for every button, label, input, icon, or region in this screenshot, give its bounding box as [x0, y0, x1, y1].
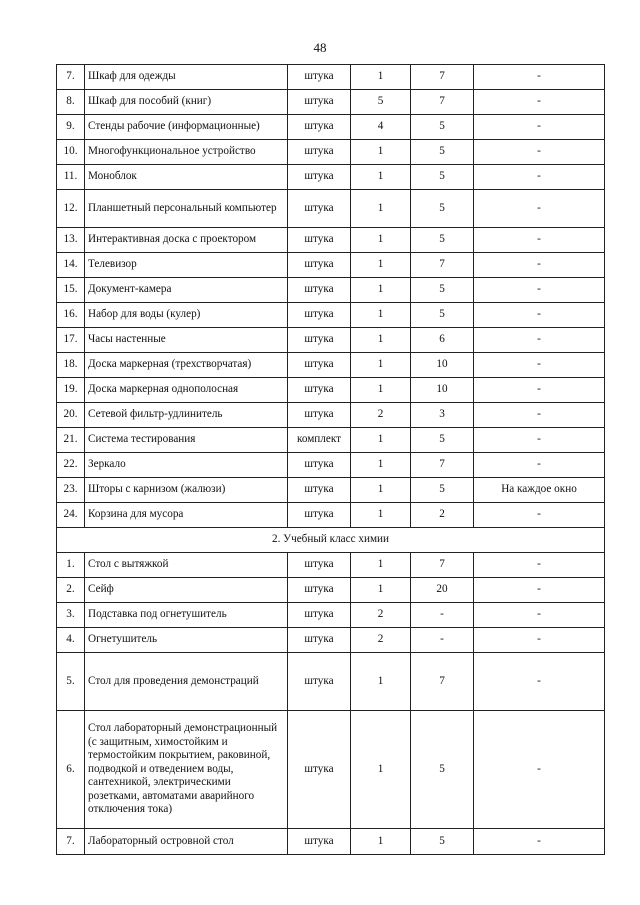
- item-name: Сейф: [85, 578, 288, 603]
- item-service-life: 5: [411, 303, 474, 328]
- item-note: На каждое окно: [474, 478, 605, 503]
- item-service-life: 5: [411, 478, 474, 503]
- item-unit: штука: [288, 90, 351, 115]
- table-row: [57, 578, 605, 603]
- item-unit: штука: [288, 403, 351, 428]
- item-unit: штука: [288, 253, 351, 278]
- item-note: -: [474, 115, 605, 140]
- equipment-table: [56, 64, 605, 855]
- item-quantity: 1: [351, 253, 411, 278]
- item-quantity: 1: [351, 711, 411, 829]
- item-quantity: 1: [351, 653, 411, 711]
- item-quantity: 2: [351, 603, 411, 628]
- item-quantity: 2: [351, 403, 411, 428]
- item-quantity: 1: [351, 228, 411, 253]
- row-number: 3.: [57, 603, 85, 628]
- item-service-life: 7: [411, 90, 474, 115]
- item-name: Стол лабораторный демонстрационный (с защитным, химостойким и термостойким покрытием, раковиной, подводкой и отведением воды, сантехникой, электрическими розетками, автоматами аварийного отключения тока): [85, 711, 288, 829]
- item-unit: штука: [288, 353, 351, 378]
- item-service-life: 5: [411, 829, 474, 855]
- item-note: -: [474, 165, 605, 190]
- item-unit: штука: [288, 115, 351, 140]
- item-note: -: [474, 190, 605, 228]
- item-note: -: [474, 90, 605, 115]
- section-title: 2. Учебный класс химии: [57, 528, 605, 553]
- item-name: Набор для воды (кулер): [85, 303, 288, 328]
- item-name: Система тестирования: [85, 428, 288, 453]
- item-service-life: 5: [411, 228, 474, 253]
- row-number: 13.: [57, 228, 85, 253]
- item-quantity: 1: [351, 328, 411, 353]
- item-note: -: [474, 140, 605, 165]
- table-row: [57, 378, 605, 403]
- item-unit: штука: [288, 65, 351, 90]
- item-quantity: 1: [351, 303, 411, 328]
- item-unit: штука: [288, 603, 351, 628]
- item-service-life: 3: [411, 403, 474, 428]
- table-row: [57, 653, 605, 711]
- item-quantity: 1: [351, 503, 411, 528]
- item-note: -: [474, 278, 605, 303]
- item-unit: штука: [288, 303, 351, 328]
- row-number: 11.: [57, 165, 85, 190]
- item-note: -: [474, 578, 605, 603]
- item-name: Шкаф для одежды: [85, 65, 288, 90]
- item-quantity: 1: [351, 553, 411, 578]
- item-name: Шкаф для пособий (книг): [85, 90, 288, 115]
- table-row: [57, 829, 605, 855]
- item-unit: штука: [288, 653, 351, 711]
- item-service-life: 5: [411, 115, 474, 140]
- item-service-life: 7: [411, 65, 474, 90]
- item-unit: штука: [288, 503, 351, 528]
- row-number: 7.: [57, 829, 85, 855]
- item-name: Часы настенные: [85, 328, 288, 353]
- item-unit: штука: [288, 165, 351, 190]
- table-row: [57, 140, 605, 165]
- item-quantity: 1: [351, 478, 411, 503]
- item-note: -: [474, 378, 605, 403]
- item-quantity: 2: [351, 628, 411, 653]
- table-row: [57, 190, 605, 228]
- item-unit: штука: [288, 378, 351, 403]
- item-quantity: 1: [351, 578, 411, 603]
- item-name: Интерактивная доска с проектором: [85, 228, 288, 253]
- item-service-life: -: [411, 603, 474, 628]
- item-note: -: [474, 65, 605, 90]
- item-name: Планшетный персональный компьютер: [85, 190, 288, 228]
- row-number: 19.: [57, 378, 85, 403]
- item-name: Шторы с карнизом (жалюзи): [85, 478, 288, 503]
- row-number: 4.: [57, 628, 85, 653]
- item-note: -: [474, 829, 605, 855]
- item-note: -: [474, 453, 605, 478]
- row-number: 24.: [57, 503, 85, 528]
- row-number: 10.: [57, 140, 85, 165]
- item-name: Огнетушитель: [85, 628, 288, 653]
- item-note: -: [474, 328, 605, 353]
- row-number: 1.: [57, 553, 85, 578]
- row-number: 5.: [57, 653, 85, 711]
- item-service-life: 5: [411, 140, 474, 165]
- item-service-life: 2: [411, 503, 474, 528]
- item-name: Телевизор: [85, 253, 288, 278]
- row-number: 2.: [57, 578, 85, 603]
- table-row: [57, 403, 605, 428]
- row-number: 8.: [57, 90, 85, 115]
- item-note: -: [474, 403, 605, 428]
- item-name: Документ-камера: [85, 278, 288, 303]
- table-row: [57, 428, 605, 453]
- item-note: -: [474, 303, 605, 328]
- row-number: 6.: [57, 711, 85, 829]
- item-note: -: [474, 603, 605, 628]
- item-service-life: 5: [411, 711, 474, 829]
- row-number: 14.: [57, 253, 85, 278]
- item-quantity: 1: [351, 353, 411, 378]
- item-quantity: 1: [351, 428, 411, 453]
- table-row: [57, 503, 605, 528]
- item-name: Корзина для мусора: [85, 503, 288, 528]
- item-unit: штука: [288, 478, 351, 503]
- item-unit: штука: [288, 553, 351, 578]
- item-unit: штука: [288, 578, 351, 603]
- item-name: Зеркало: [85, 453, 288, 478]
- table-row: [57, 65, 605, 90]
- table-row: [57, 328, 605, 353]
- item-unit: штука: [288, 711, 351, 829]
- item-service-life: 7: [411, 253, 474, 278]
- item-name: Доска маркерная однополосная: [85, 378, 288, 403]
- item-note: -: [474, 628, 605, 653]
- table-row: [57, 628, 605, 653]
- item-unit: штука: [288, 829, 351, 855]
- item-service-life: 5: [411, 190, 474, 228]
- table-row: [57, 353, 605, 378]
- item-quantity: 1: [351, 140, 411, 165]
- item-name: Подставка под огнетушитель: [85, 603, 288, 628]
- item-name: Стол для проведения демонстраций: [85, 653, 288, 711]
- item-quantity: 1: [351, 453, 411, 478]
- item-service-life: 7: [411, 653, 474, 711]
- item-quantity: 1: [351, 65, 411, 90]
- item-unit: штука: [288, 628, 351, 653]
- table-body-chemistry: [57, 553, 605, 855]
- page-number: 48: [313, 40, 327, 55]
- table-section-header: [57, 528, 605, 553]
- item-name: Многофункциональное устройство: [85, 140, 288, 165]
- item-quantity: 1: [351, 165, 411, 190]
- item-unit: штука: [288, 140, 351, 165]
- item-note: -: [474, 711, 605, 829]
- table-row: [57, 478, 605, 503]
- item-note: -: [474, 503, 605, 528]
- row-number: 9.: [57, 115, 85, 140]
- item-quantity: 1: [351, 829, 411, 855]
- table-row: [57, 165, 605, 190]
- item-quantity: 1: [351, 278, 411, 303]
- row-number: 7.: [57, 65, 85, 90]
- row-number: 12.: [57, 190, 85, 228]
- item-service-life: 20: [411, 578, 474, 603]
- table-row: [57, 453, 605, 478]
- item-name: Сетевой фильтр-удлинитель: [85, 403, 288, 428]
- item-unit: штука: [288, 190, 351, 228]
- item-service-life: -: [411, 628, 474, 653]
- item-note: -: [474, 553, 605, 578]
- item-service-life: 7: [411, 453, 474, 478]
- row-number: 18.: [57, 353, 85, 378]
- item-service-life: 7: [411, 553, 474, 578]
- item-unit: штука: [288, 328, 351, 353]
- row-number: 22.: [57, 453, 85, 478]
- item-name: Лабораторный островной стол: [85, 829, 288, 855]
- table-row: [57, 603, 605, 628]
- item-name: Доска маркерная (трехстворчатая): [85, 353, 288, 378]
- table-body-general: [57, 65, 605, 528]
- item-note: -: [474, 228, 605, 253]
- table-row: [57, 553, 605, 578]
- item-service-life: 5: [411, 165, 474, 190]
- item-quantity: 5: [351, 90, 411, 115]
- item-quantity: 1: [351, 378, 411, 403]
- item-service-life: 6: [411, 328, 474, 353]
- row-number: 20.: [57, 403, 85, 428]
- table-row: [57, 115, 605, 140]
- item-note: -: [474, 253, 605, 278]
- table-row: [57, 253, 605, 278]
- item-note: -: [474, 353, 605, 378]
- item-note: -: [474, 428, 605, 453]
- item-service-life: 5: [411, 278, 474, 303]
- item-unit: штука: [288, 453, 351, 478]
- table-row: [57, 278, 605, 303]
- row-number: 17.: [57, 328, 85, 353]
- item-quantity: 4: [351, 115, 411, 140]
- item-unit: штука: [288, 228, 351, 253]
- item-service-life: 10: [411, 353, 474, 378]
- table-row: [57, 228, 605, 253]
- row-number: 15.: [57, 278, 85, 303]
- item-service-life: 5: [411, 428, 474, 453]
- row-number: 16.: [57, 303, 85, 328]
- item-unit: штука: [288, 278, 351, 303]
- item-name: Стол с вытяжкой: [85, 553, 288, 578]
- item-note: -: [474, 653, 605, 711]
- item-name: Стенды рабочие (информационные): [85, 115, 288, 140]
- table-row: [57, 711, 605, 829]
- table-row: [57, 90, 605, 115]
- item-service-life: 10: [411, 378, 474, 403]
- table-row: [57, 303, 605, 328]
- item-name: Моноблок: [85, 165, 288, 190]
- item-unit: комплект: [288, 428, 351, 453]
- item-quantity: 1: [351, 190, 411, 228]
- row-number: 23.: [57, 478, 85, 503]
- row-number: 21.: [57, 428, 85, 453]
